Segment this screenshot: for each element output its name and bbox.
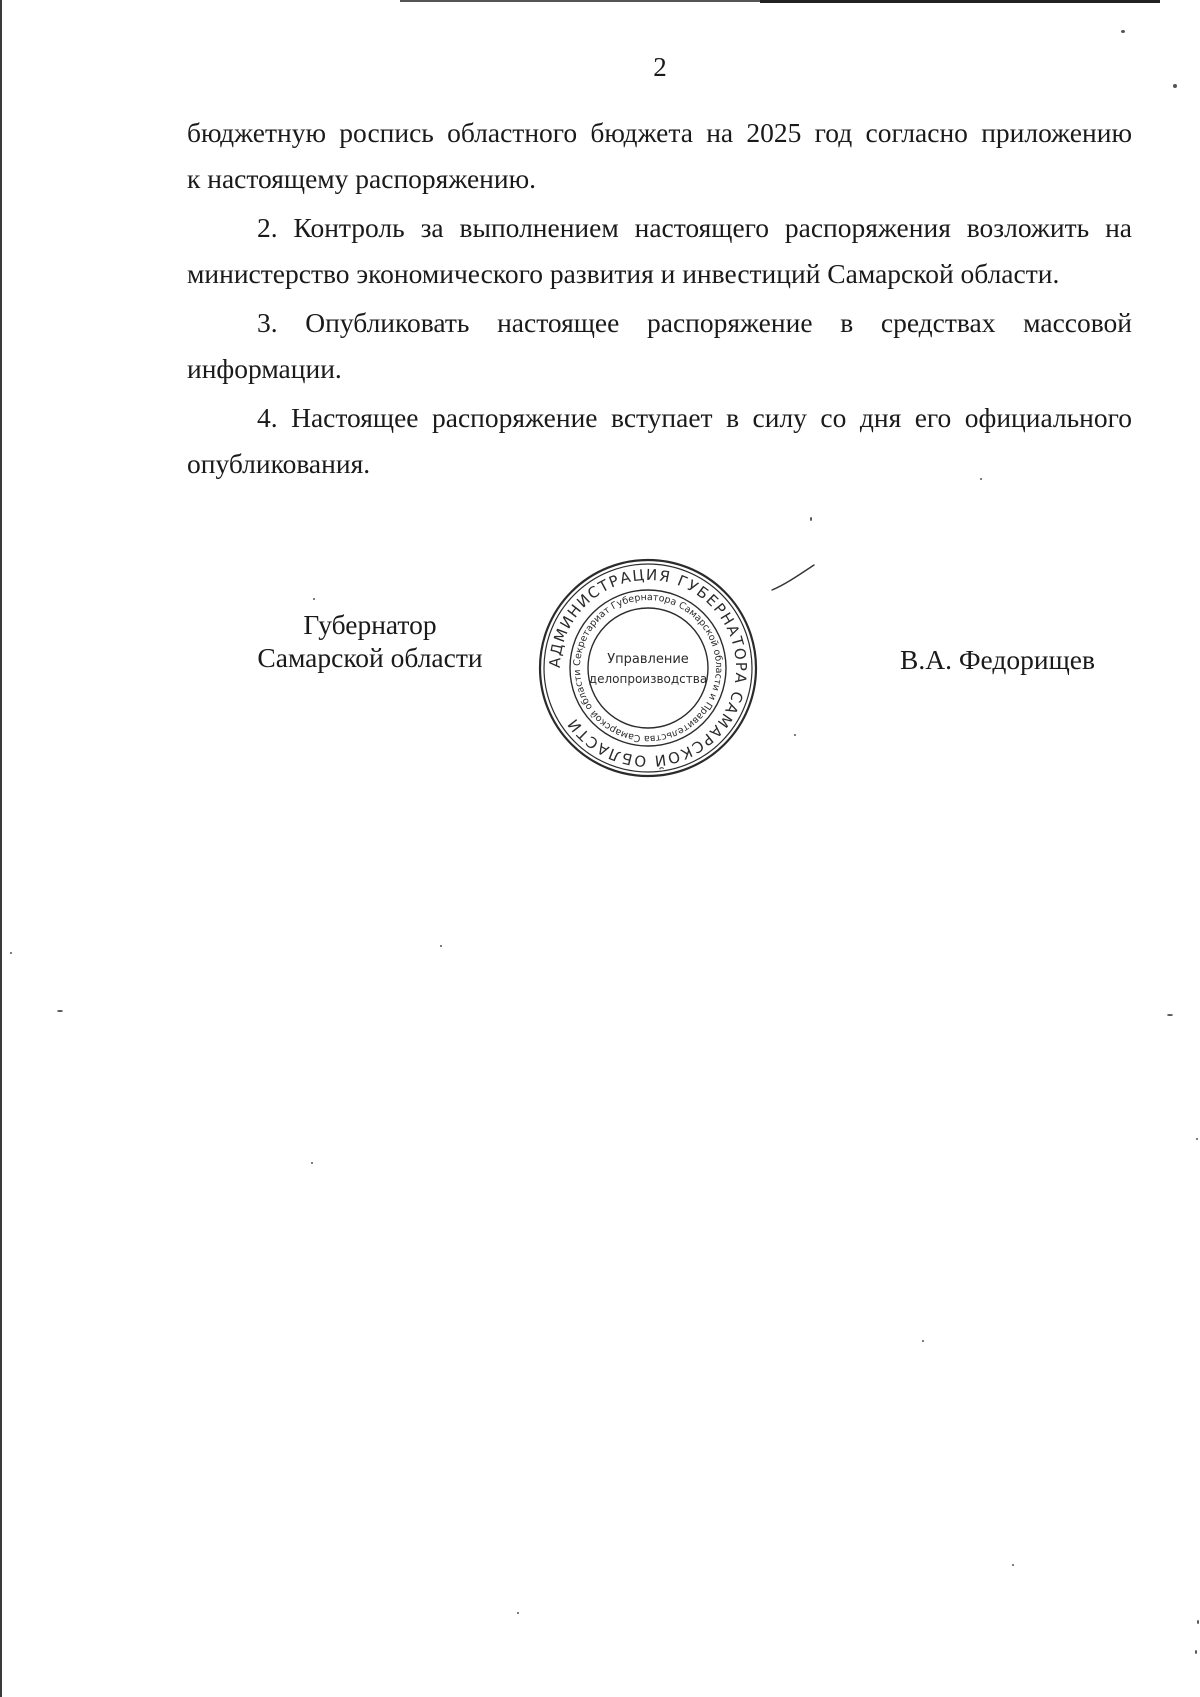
scan-speck	[794, 734, 796, 736]
seal-center-line1: Управление	[607, 652, 689, 667]
signatory-position-line1: Губернатор	[303, 609, 437, 640]
scan-speck	[1167, 1014, 1173, 1016]
signature-stroke	[770, 563, 816, 593]
scan-speck	[440, 945, 442, 947]
scan-speck	[1195, 1650, 1197, 1654]
scan-speck	[1197, 1620, 1199, 1624]
scan-speck	[57, 1010, 63, 1012]
signatory-position	[250, 608, 490, 674]
seal-inner-ring	[588, 608, 708, 728]
scan-speck	[922, 1340, 924, 1342]
paragraph-budget	[187, 110, 1132, 202]
scan-edge-left	[0, 0, 2, 1697]
scan-speck	[980, 478, 982, 480]
paragraph-control	[187, 205, 1132, 297]
scan-speck	[10, 952, 12, 954]
scan-speck	[313, 598, 315, 600]
paragraph-line: 4. Настоящее распоряжение вступает в силу со дня его официального	[257, 402, 1132, 433]
paragraph-line: министерство экономического развития и инвестиций Самарской области.	[187, 258, 1060, 289]
paragraph-publish	[187, 300, 1132, 392]
scan-speck	[311, 1162, 313, 1164]
paragraph-line: 3. Опубликовать настоящее распоряжение в средствах массовой	[257, 307, 1132, 338]
seal-outer-text: АДМИНИСТРАЦИЯ ГУБЕРНАТОРА САМАРСКОЙ ОБЛАСТИ	[545, 565, 751, 771]
scan-speck	[1012, 1564, 1014, 1566]
scan-speck	[1196, 1138, 1198, 1140]
document-body	[187, 110, 1132, 487]
signatory-name: В.А. Федорищев	[900, 644, 1095, 675]
paragraph-line: опубликования.	[187, 448, 371, 479]
paragraph-effect	[187, 395, 1132, 487]
scan-speck	[1173, 84, 1177, 88]
scan-speck	[517, 1612, 519, 1614]
seal-inner-text: Секретариат Губернатора Самарской области и Правительства Самарской области	[571, 591, 725, 745]
paragraph-line: 2. Контроль за выполнением настоящего распоряжения возложить на	[257, 212, 1132, 243]
scan-speck	[810, 517, 812, 521]
scan-speck	[1121, 30, 1125, 33]
signatory-position-line2: Самарской области	[257, 642, 483, 673]
paragraph-line: информации.	[187, 353, 342, 384]
seal-center-line2: делопроизводства	[588, 672, 708, 686]
scan-edge-top-dark	[760, 0, 1160, 3]
paragraph-line: бюджетную роспись областного бюджета на 2025 год согласно приложению	[187, 117, 1132, 148]
page-number: 2	[653, 52, 667, 82]
seal-middle-ring	[570, 590, 726, 746]
official-seal	[537, 557, 759, 779]
paragraph-line: к настоящему распоряжению.	[187, 163, 537, 194]
